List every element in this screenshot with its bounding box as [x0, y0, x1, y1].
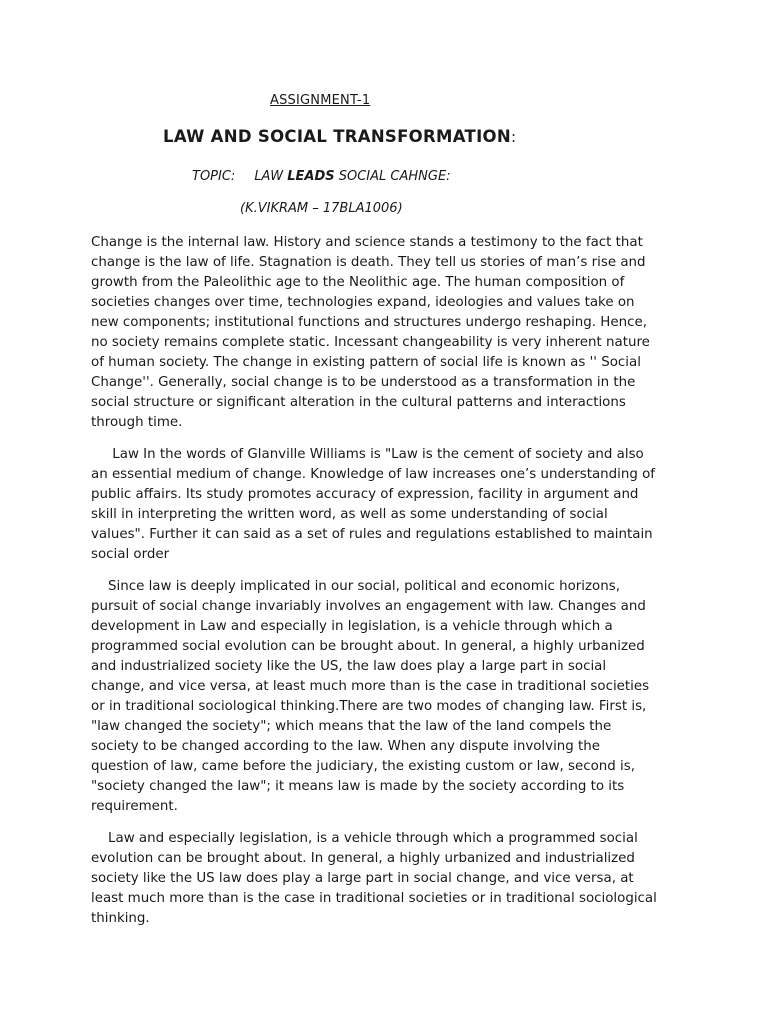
- paragraph-3: [91, 577, 681, 817]
- paragraph-line: evolution can be brought about. In general, a highly urbanized and industrialized: [91, 851, 635, 866]
- paragraph-line: new components; institutional functions and structures undergo reshaping. Hence,: [91, 315, 647, 330]
- paragraph-line: change, and vice versa, at least much more than is the case in traditional societies: [91, 679, 650, 694]
- title-colon: :: [510, 128, 517, 146]
- paragraph-line: skill in interpreting the written word, as well as some understanding of social: [91, 507, 608, 522]
- paragraph-line: societies changes over time, technologies expand, ideologies and values take on: [91, 295, 635, 310]
- author-line: (K.VIKRAM – 17BLA1006): [240, 201, 403, 216]
- paragraph-line: or in traditional sociological thinking.There are two modes of changing law. First is,: [91, 699, 647, 714]
- topic-text-post: SOCIAL CAHNGE:: [334, 169, 451, 184]
- paragraph-line: programmed social evolution can be brought about. In general, a highly urbanized: [91, 639, 645, 654]
- paragraph-line: society like the US law does play a large part in social change, and vice versa, at: [91, 871, 634, 886]
- paragraph-line: social structure or significant alteration in the cultural patterns and interactions: [91, 395, 626, 410]
- paragraph-line: least much more than is the case in traditional societies or in traditional sociological: [91, 891, 657, 906]
- paragraph-line: thinking.: [91, 911, 150, 926]
- document-title: [163, 127, 516, 146]
- paragraph-4: [91, 829, 681, 929]
- paragraph-line: Law and especially legislation, is a vehicle through which a programmed social: [91, 831, 638, 846]
- paragraph-line: public affairs. Its study promotes accuracy of expression, facility in argument and: [91, 487, 639, 502]
- paragraph-line: development in Law and especially in legislation, is a vehicle through which a: [91, 619, 613, 634]
- paragraph-line: growth from the Paleolithic age to the Neolithic age. The human composition of: [91, 275, 625, 290]
- paragraph-line: "society changed the law"; it means law is made by the society according to its: [91, 779, 625, 794]
- paragraph-line: and industrialized society like the US, the law does play a large part in social: [91, 659, 607, 674]
- paragraph-line: question of law, came before the judiciary, the existing custom or law, second is,: [91, 759, 635, 774]
- paragraph-line: through time.: [91, 415, 183, 430]
- paragraph-1: [91, 233, 681, 433]
- paragraph-2: [91, 445, 681, 565]
- paragraph-line: values". Further it can said as a set of rules and regulations established to maintain: [91, 527, 653, 542]
- paragraph-line: Since law is deeply implicated in our social, political and economic horizons,: [91, 579, 620, 594]
- paragraph-line: Law In the words of Glanville Williams is "Law is the cement of society and also: [91, 447, 644, 462]
- paragraph-line: "law changed the society"; which means that the law of the land compels the: [91, 719, 612, 734]
- topic-line: [192, 169, 451, 184]
- topic-text-bold: LEADS: [287, 169, 335, 184]
- topic-label: TOPIC:: [192, 169, 236, 184]
- body-text: [91, 233, 681, 941]
- paragraph-line: society to be changed according to the law. When any dispute involving the: [91, 739, 601, 754]
- paragraph-line: pursuit of social change invariably involves an engagement with law. Changes and: [91, 599, 646, 614]
- paragraph-line: change is the law of life. Stagnation is death. They tell us stories of man’s rise and: [91, 255, 646, 270]
- assignment-heading: ASSIGNMENT-1: [270, 93, 371, 108]
- paragraph-line: no society remains complete static. Incessant changeability is very inherent nature: [91, 335, 650, 350]
- paragraph-line: an essential medium of change. Knowledge of law increases one’s understanding of: [91, 467, 656, 482]
- paragraph-line: Change''. Generally, social change is to be understood as a transformation in the: [91, 375, 636, 390]
- topic-text-pre: LAW: [254, 169, 288, 184]
- title-text: LAW AND SOCIAL TRANSFORMATION: [163, 127, 511, 146]
- paragraph-line: requirement.: [91, 799, 178, 814]
- paragraph-line: Change is the internal law. History and science stands a testimony to the fact that: [91, 235, 643, 250]
- paragraph-line: social order: [91, 547, 170, 562]
- paragraph-line: of human society. The change in existing pattern of social life is known as '' Social: [91, 355, 641, 370]
